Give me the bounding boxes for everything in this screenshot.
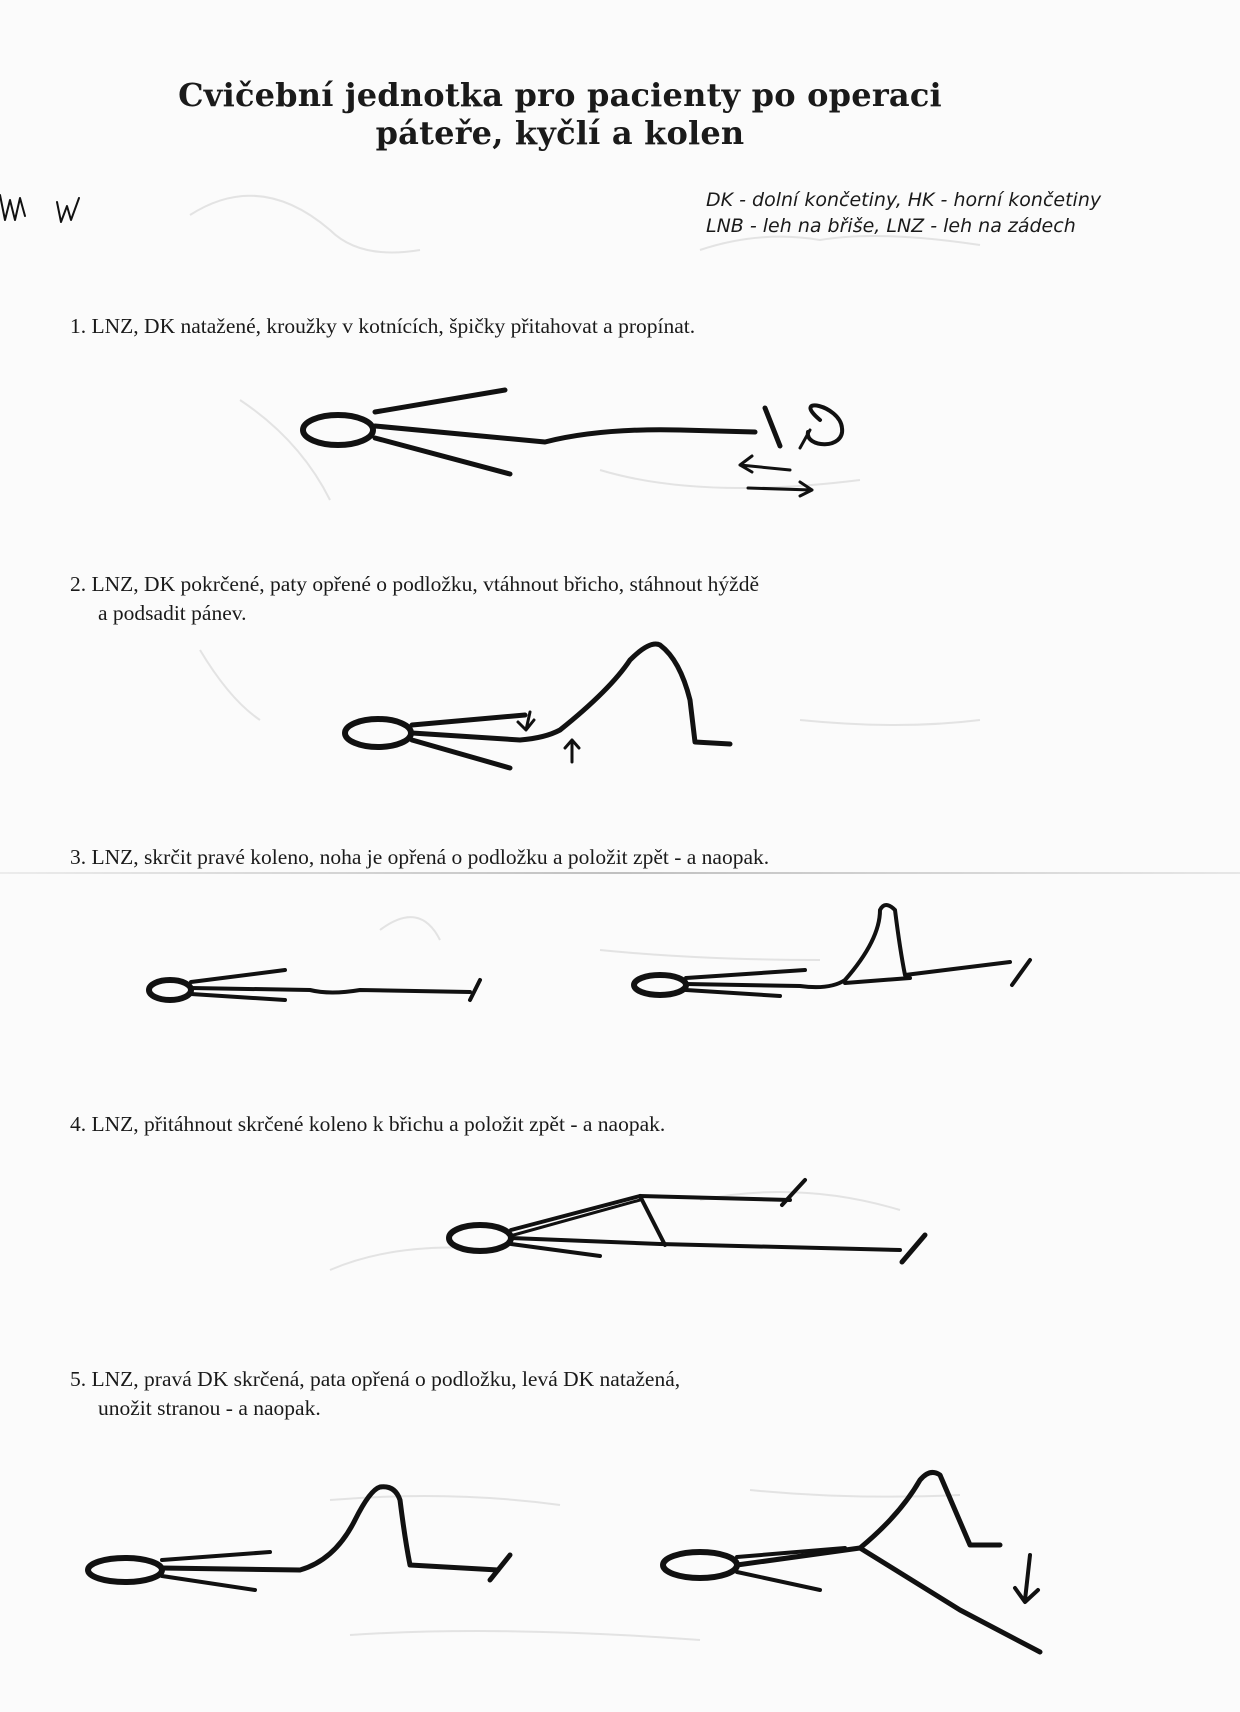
abbreviation-legend [706,187,1176,239]
exercise-1-text [70,312,970,341]
page-title [150,76,970,152]
exercise-4-line-1: 4. LNZ, přitáhnout skrčené koleno k břichu a položit zpět - a naopak. [70,1112,666,1136]
exercise-1-figure [0,370,1240,510]
handwritten-scribble [0,190,100,235]
exercise-1-line-1: 1. LNZ, DK natažené, kroužky v kotnících, špičky přitahovat a propínat. [70,314,696,338]
paper-fold-line [0,872,1240,874]
exercise-3-line-1: 3. LNZ, skrčit pravé koleno, noha je opřená o podložku a položit zpět - a naopak. [70,845,770,869]
legend-line-2: LNB - leh na břiše, LNZ - leh na zádech [706,215,1076,237]
exercise-5-text [70,1365,970,1423]
exercise-3-figure-right [0,895,1240,1015]
exercise-2-line-1: 2. LNZ, DK pokrčené, paty opřené o podložku, vtáhnout břicho, stáhnout hýždě [70,572,760,596]
exercise-3-text [70,843,970,872]
title-line-2: páteře, kyčlí a kolen [375,114,745,152]
exercise-2-figure [0,630,1240,780]
exercise-2-text [70,570,970,628]
title-line-1: Cvičební jednotka pro pacienty po operaci [178,76,942,114]
exercise-5-line-2: unožit stranou - a naopak. [98,1396,321,1420]
exercise-4-text [70,1110,970,1139]
exercise-4-figure [0,1170,1240,1270]
exercise-5-line-1: 5. LNZ, pravá DK skrčená, pata opřená o podložku, levá DK natažená, [70,1367,681,1391]
exercise-5-figure-right [0,1460,1240,1660]
exercise-2-line-2: a podsadit pánev. [98,601,247,625]
legend-line-1: DK - dolní končetiny, HK - horní končetiny [706,189,1102,211]
